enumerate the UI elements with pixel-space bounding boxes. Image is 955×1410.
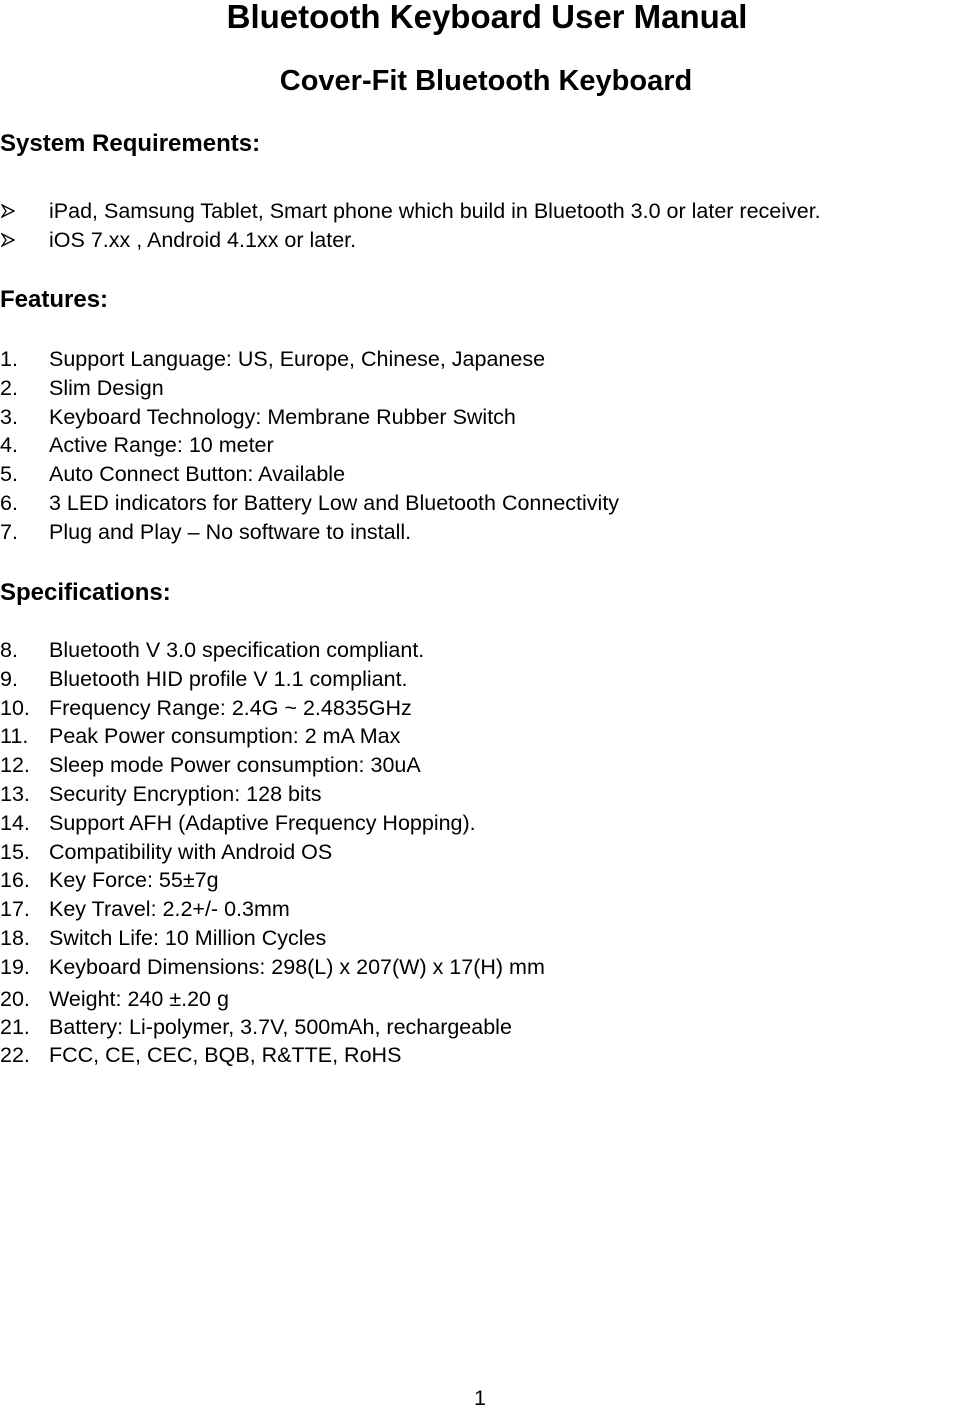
- system-requirements-list: [0, 197, 955, 255]
- list-item-number: 2.: [0, 375, 18, 400]
- list-item-number: 22.: [0, 1043, 30, 1068]
- list-item-number: 17.: [0, 897, 30, 922]
- document-title: Bluetooth Keyboard User Manual: [226, 0, 748, 35]
- list-item-text: Auto Connect Button: Available: [49, 462, 346, 487]
- list-item: [0, 345, 955, 374]
- list-item-text: Switch Life: 10 Million Cycles: [49, 925, 327, 950]
- list-item-number: 13.: [0, 781, 30, 806]
- arrowhead-bullet-icon: [1, 204, 15, 218]
- list-item: [0, 924, 955, 953]
- list-item: [0, 982, 955, 1013]
- features-heading: Features:: [0, 286, 109, 313]
- specifications-list: [0, 636, 955, 1070]
- list-item: [0, 751, 955, 780]
- list-item: [0, 809, 955, 838]
- list-item-text: FCC, CE, CEC, BQB, R&TTE, RoHS: [49, 1043, 402, 1068]
- list-item: [0, 403, 955, 432]
- arrowhead-bullet-icon: [1, 233, 15, 247]
- list-item: [0, 665, 955, 694]
- features-list: [0, 345, 955, 547]
- list-item: [0, 895, 955, 924]
- list-item-text: Active Range: 10 meter: [49, 433, 274, 458]
- list-item-text: Plug and Play – No software to install.: [49, 519, 412, 544]
- list-item-number: 15.: [0, 839, 30, 864]
- list-item-text: Security Encryption: 128 bits: [49, 781, 322, 806]
- list-item: [0, 489, 955, 518]
- page-number: 1: [474, 1386, 486, 1410]
- document-subtitle: Cover-Fit Bluetooth Keyboard: [279, 65, 693, 97]
- list-item-text: Keyboard Technology: Membrane Rubber Switch: [49, 404, 516, 429]
- list-item-number: 18.: [0, 925, 30, 950]
- list-item-number: 19.: [0, 954, 30, 979]
- list-item: [0, 518, 955, 547]
- list-item: [0, 1013, 955, 1042]
- list-item-text: Support Language: US, Europe, Chinese, Japanese: [49, 347, 546, 371]
- list-item: [0, 374, 955, 403]
- list-item: [0, 953, 955, 982]
- list-item: [0, 780, 955, 809]
- list-item-text: 3 LED indicators for Battery Low and Bluetooth Connectivity: [49, 490, 620, 515]
- list-item: [0, 1041, 955, 1070]
- list-item: [0, 226, 955, 255]
- list-item-text: Compatibility with Android OS: [49, 839, 333, 864]
- list-item-number: 1.: [0, 347, 18, 371]
- list-item: [0, 722, 955, 751]
- list-item: [0, 197, 955, 226]
- list-item-number: 14.: [0, 810, 30, 835]
- list-item-text: Support AFH (Adaptive Frequency Hopping).: [49, 810, 476, 835]
- list-item-number: 20.: [0, 986, 30, 1011]
- list-item-number: 6.: [0, 490, 18, 515]
- list-item-text: Keyboard Dimensions: 298(L) x 207(W) x 17(H) mm: [49, 954, 545, 979]
- specifications-heading: Specifications:: [0, 579, 171, 606]
- list-item: [0, 694, 955, 723]
- list-item-text: Key Travel: 2.2+/- 0.3mm: [49, 897, 290, 922]
- list-item: [0, 431, 955, 460]
- list-item-text: Battery: Li-polymer, 3.7V, 500mAh, rechargeable: [49, 1014, 512, 1039]
- list-item: [0, 636, 955, 665]
- list-item-number: 8.: [0, 638, 18, 662]
- list-item-text: Bluetooth V 3.0 specification compliant.: [49, 638, 425, 662]
- list-item-number: 4.: [0, 433, 18, 458]
- list-item-text: Bluetooth HID profile V 1.1 compliant.: [49, 666, 408, 691]
- list-item: [0, 838, 955, 867]
- list-item-number: 12.: [0, 753, 30, 778]
- list-item-text: Key Force: 55±7g: [49, 868, 219, 893]
- list-item-number: 10.: [0, 695, 30, 720]
- list-item-text: Weight: 240 ±.20 g: [49, 986, 229, 1011]
- list-item-number: 21.: [0, 1014, 30, 1039]
- list-item: [0, 460, 955, 489]
- list-item-text: Slim Design: [49, 375, 164, 400]
- list-item-text: iOS 7.xx , Android 4.1xx or later.: [49, 227, 357, 252]
- list-item-number: 3.: [0, 404, 18, 429]
- list-item-number: 5.: [0, 462, 18, 487]
- list-item-text: Peak Power consumption: 2 mA Max: [49, 724, 401, 749]
- list-item-text: iPad, Samsung Tablet, Smart phone which build in Bluetooth 3.0 or later receiver.: [49, 199, 821, 223]
- list-item-number: 9.: [0, 666, 18, 691]
- list-item: [0, 866, 955, 895]
- list-item-number: 11.: [0, 724, 29, 749]
- system-requirements-heading: System Requirements:: [0, 130, 261, 157]
- list-item-text: Sleep mode Power consumption: 30uA: [49, 753, 421, 778]
- list-item-text: Frequency Range: 2.4G ~ 2.4835GHz: [49, 695, 412, 720]
- list-item-number: 7.: [0, 519, 18, 544]
- list-item-number: 16.: [0, 868, 30, 893]
